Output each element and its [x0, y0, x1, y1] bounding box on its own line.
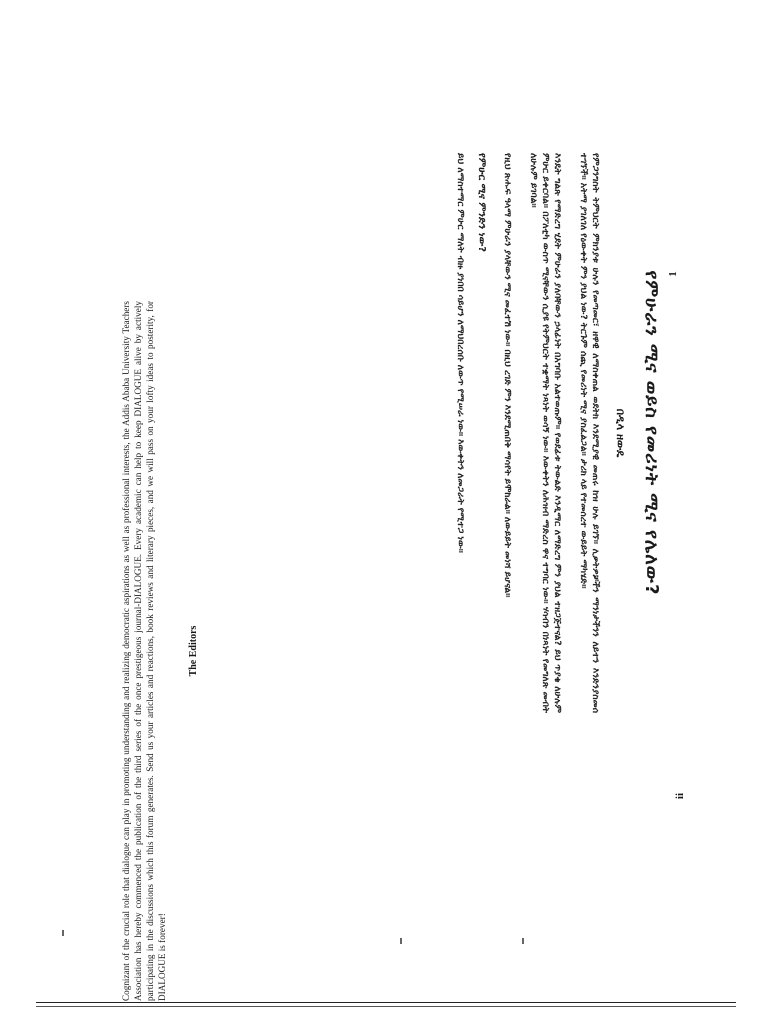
bottom-rule	[36, 1002, 736, 1003]
article-paragraph: ይህ ለማስተማር ምሁር ማለት ብዙ ያነበበ ሳይሆን ለማህበረሰቡ ለውጥ የሚሠራ ነው። እውቀትን ለመጋራት የሚተጋ ነው።	[455, 153, 465, 553]
article-paragraph: የዚህ ጽሑፍ ዓላማ ምሁራን ያላቸውን ሚና መፈተሽ ነው። በዚህ ረገድ ምን እንደሚጠበቅ ማሳየት ይሞከራል። ለውይይት መነሻ ይሆናል።	[502, 153, 512, 598]
amharic-article	[192, 153, 662, 713]
page-number-left: ii	[674, 792, 686, 800]
scan-speck	[62, 930, 64, 936]
article-paragraph: እንዴት ግልጽ የማድረግ ሂደት ምሁራን ያለባቸውን ኃላፊነት በአግባቡ አልተወጡም። የወደፊቱ ትውልድ እንዲማር ለማድረግ ምን ያህል ተዘጋጅተናል? ይህ ጥያቄ ለሁሉም ምሁር ይቀርባል። በፖለቲካ ውስጥ ሚናቸውን ሲያዩ የትምህርት ተቋማት ነጻነት ወሳኝ ነው። እውቀትን ለሕዝብ ማድረስ ዋና ተግባር ነው። ሃሳብን በነጻነት የመግለጽ መብት ለሁሉም ይገባል።	[528, 153, 562, 713]
editorial-signature: The Editors	[188, 625, 199, 677]
article-subheading: የምሁር ሚና ምንድን ነው?	[476, 153, 487, 253]
article-author: በዲላ ዘውዴ	[614, 408, 627, 458]
bottom-rule	[36, 1006, 736, 1007]
scan-speck	[522, 938, 524, 944]
scan-speck	[400, 938, 402, 944]
article-paragraph: የምጋንግስት ትምህርት ምክንያቱ ሁሉን የመጣመር፣ ዘዋዊ ለማስቀጠል ወደትክ እንደሚያዊ መጠሩ ከዝ ሁሉ ይገኘ። ሊቃትዎቻችን ማንነታችንን ለይተን እንድንያስመሰ ተገኘች። አትማ ያገለገለ የዕውቀት ምን ያህል ነው? ትርጉም ሰጪ የመሪነት ሚና ያስፈልጋል። ታሪክ ላይ የተመሰረተ ውይይት ማካሄድ።	[578, 153, 600, 713]
page-number-right: 1	[666, 271, 679, 277]
editorial-note	[120, 301, 200, 1001]
article-title: የምሁራን ሚና ወይስ የመሪነት ሚና የሌለው?	[641, 270, 662, 596]
editorial-body: Cognizant of the crucial role that dialogue can play in promoting understanding and realizing democratic aspirations as well as professional interests, the Addis Ababa University Teachers Association has hereby commenced the publication of the third series of the once prestigeous journal-DIALOGUE. Every academic can help to keep DIALOGUE alive by actively participating in the discussions which this forum generates. Send us your articles and reactions, book reviews and literary pieces, and we will pass on your lofty ideas to posterity, for DIALOGUE is forever!	[121, 301, 167, 1001]
